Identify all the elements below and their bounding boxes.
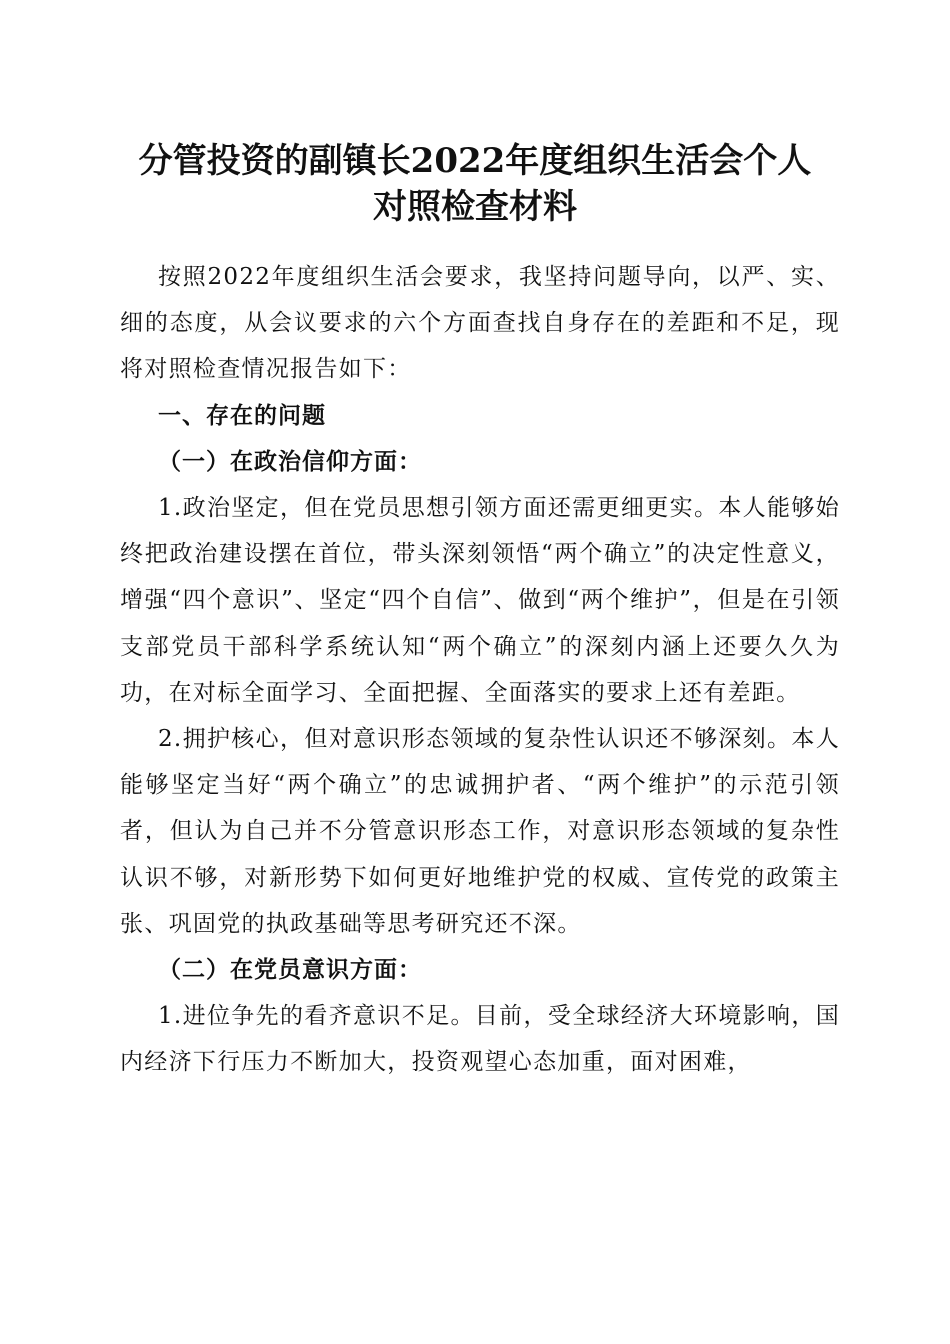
paragraph-political-belief-1: 1.政治坚定，但在党员思想引领方面还需更细更实。本人能够始终把政治建设摆在首位，带头深刻领悟“两个确立”的决定性意义，增强“四个意识”、坚定“四个自信”、做到“两个维护”，但是在引领支部党员干部科学系统认知“两个确立”的深刻内涵上还要久久为功，在对标全面学习、全面把握、全面落实的要求上还有差距。 — [120, 495, 840, 706]
paragraph-party-awareness-1: 1.进位争先的看齐意识不足。目前，受全球经济大环境影响，国内经济下行压力不断加大，投资观望心态加重，面对困难， — [120, 1003, 840, 1076]
subheading-party-awareness: （二）在党员意识方面： — [158, 956, 422, 984]
document-title-line-1: 分管投资的副镇长2022年度组织生活会个人 — [138, 141, 812, 181]
section-heading-problems: 一、存在的问题 — [158, 402, 326, 429]
document-body — [120, 254, 840, 1086]
intro-paragraph: 按照2022年度组织生活会要求，我坚持问题导向，以严、实、细的态度，从会议要求的六个方面查找自身存在的差距和不足，现将对照检查情况报告如下： — [120, 264, 840, 383]
paragraph-political-belief-2: 2.拥护核心，但对意识形态领域的复杂性认识还不够深刻。本人能够坚定当好“两个确立”的忠诚拥护者、“两个维护”的示范引领者，但认为自己并不分管意识形态工作，对意识形态领域的复杂性认识不够，对新形势下如何更好地维护党的权威、宣传党的政策主张、巩固党的执政基础等思考研究还不深。 — [120, 726, 840, 937]
document-title-line-2: 对照检查材料 — [373, 187, 577, 227]
subheading-political-belief: （一）在政治信仰方面： — [158, 447, 422, 475]
